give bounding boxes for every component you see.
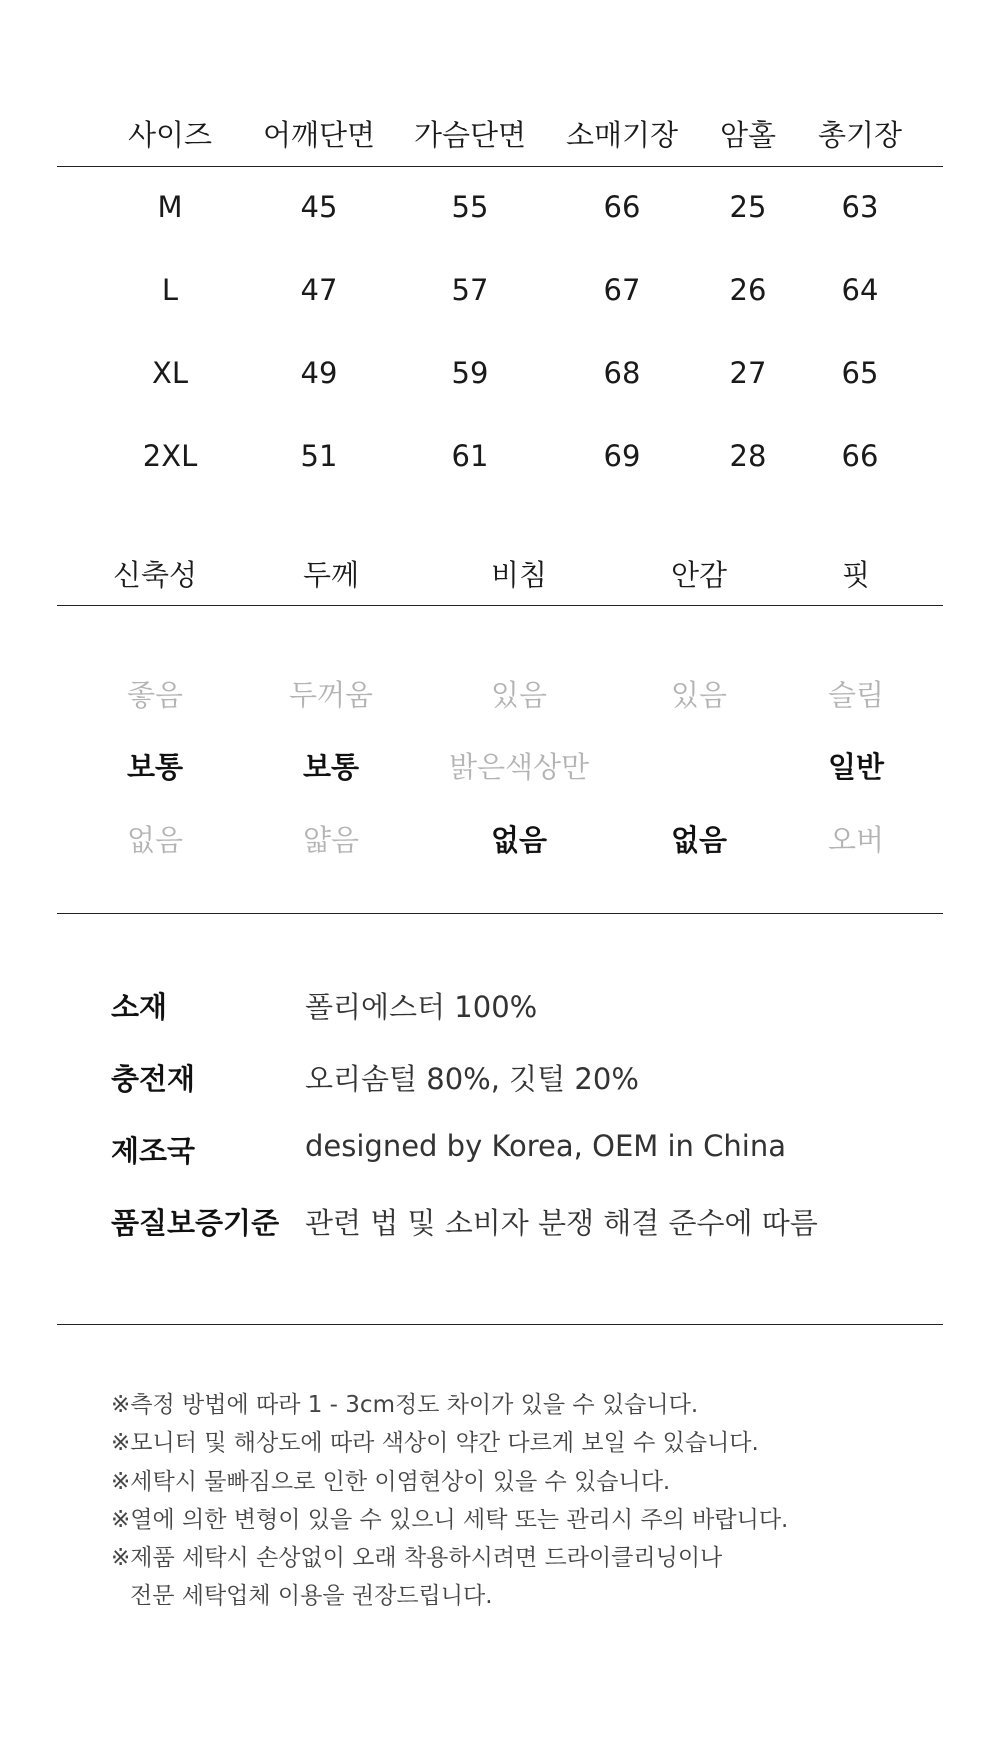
size-cell: 2XL [142, 439, 198, 473]
thickness-header: 두께 [302, 558, 360, 592]
shoulder-cell: 51 [300, 439, 338, 473]
chest-header: 가슴단면 [413, 118, 527, 152]
thickness-option-selected: 보통 [302, 750, 360, 784]
section-divider [57, 1324, 943, 1325]
shoulder-cell: 47 [300, 273, 338, 307]
info-value: designed by Korea, OEM in China [305, 1129, 786, 1163]
shoulder-header: 어깨단면 [262, 118, 376, 152]
fit-header: 핏 [841, 558, 871, 592]
info-value: 관련 법 및 소비자 분쟁 해결 준수에 따름 [305, 1206, 818, 1240]
length-cell: 63 [841, 190, 879, 224]
info-label: 충전재 [111, 1062, 196, 1096]
lining-option: 있음 [670, 678, 728, 712]
fit-option: 오버 [827, 823, 885, 857]
info-value: 폴리에스터 100% [305, 990, 538, 1024]
info-label: 소재 [111, 990, 168, 1024]
armhole-cell: 26 [729, 273, 767, 307]
stretch-option: 좋음 [126, 678, 184, 712]
size-cell: L [161, 273, 179, 307]
size-cell: M [157, 190, 183, 224]
shoulder-cell: 45 [300, 190, 338, 224]
sleeve-cell: 69 [603, 439, 641, 473]
chest-cell: 55 [451, 190, 489, 224]
sheerness-option: 있음 [490, 678, 548, 712]
section-divider [57, 913, 943, 914]
length-header: 총기장 [817, 118, 903, 152]
sleeve-header: 소매기장 [565, 118, 679, 152]
note-line: ※제품 세탁시 손상없이 오래 착용하시려면 드라이클리닝이나 [111, 1545, 723, 1571]
note-line: ※세탁시 물빠짐으로 인한 이염현상이 있을 수 있습니다. [111, 1469, 671, 1495]
note-line-continued: 전문 세탁업체 이용을 권장드립니다. [130, 1583, 493, 1609]
chest-cell: 61 [451, 439, 489, 473]
stretch-option-selected: 보통 [126, 750, 184, 784]
thickness-option: 두꺼움 [288, 678, 374, 712]
armhole-cell: 28 [729, 439, 767, 473]
note-line: ※측정 방법에 따라 1 - 3cm정도 차이가 있을 수 있습니다. [111, 1392, 699, 1418]
sleeve-cell: 66 [603, 190, 641, 224]
length-cell: 65 [841, 356, 879, 390]
shoulder-cell: 49 [300, 356, 338, 390]
size-cell: XL [151, 356, 189, 390]
fit-option-selected: 일반 [827, 750, 885, 784]
info-value: 오리솜털 80%, 깃털 20% [305, 1062, 639, 1096]
fit-option: 슬림 [827, 678, 885, 712]
sheerness-option-selected: 없음 [490, 823, 548, 857]
info-label: 품질보증기준 [111, 1206, 280, 1240]
note-line: ※열에 의한 변형이 있을 수 있으니 세탁 또는 관리시 주의 바랍니다. [111, 1507, 789, 1533]
sheerness-option: 밝은색상만 [448, 750, 590, 784]
thickness-option: 얇음 [302, 823, 360, 857]
attributes-divider [57, 605, 943, 606]
stretch-header: 신축성 [112, 558, 198, 592]
chest-cell: 57 [451, 273, 489, 307]
sleeve-cell: 67 [603, 273, 641, 307]
sheerness-header: 비침 [490, 558, 548, 592]
sleeve-cell: 68 [603, 356, 641, 390]
armhole-cell: 27 [729, 356, 767, 390]
length-cell: 64 [841, 273, 879, 307]
size-table-divider [57, 166, 943, 167]
lining-option-selected: 없음 [670, 823, 728, 857]
length-cell: 66 [841, 439, 879, 473]
chest-cell: 59 [451, 356, 489, 390]
info-label: 제조국 [111, 1134, 196, 1168]
size-header: 사이즈 [127, 118, 213, 152]
stretch-option: 없음 [126, 823, 184, 857]
armhole-header: 암홀 [719, 118, 777, 152]
armhole-cell: 25 [729, 190, 767, 224]
note-line: ※모니터 및 해상도에 따라 색상이 약간 다르게 보일 수 있습니다. [111, 1430, 759, 1456]
lining-header: 안감 [670, 558, 728, 592]
